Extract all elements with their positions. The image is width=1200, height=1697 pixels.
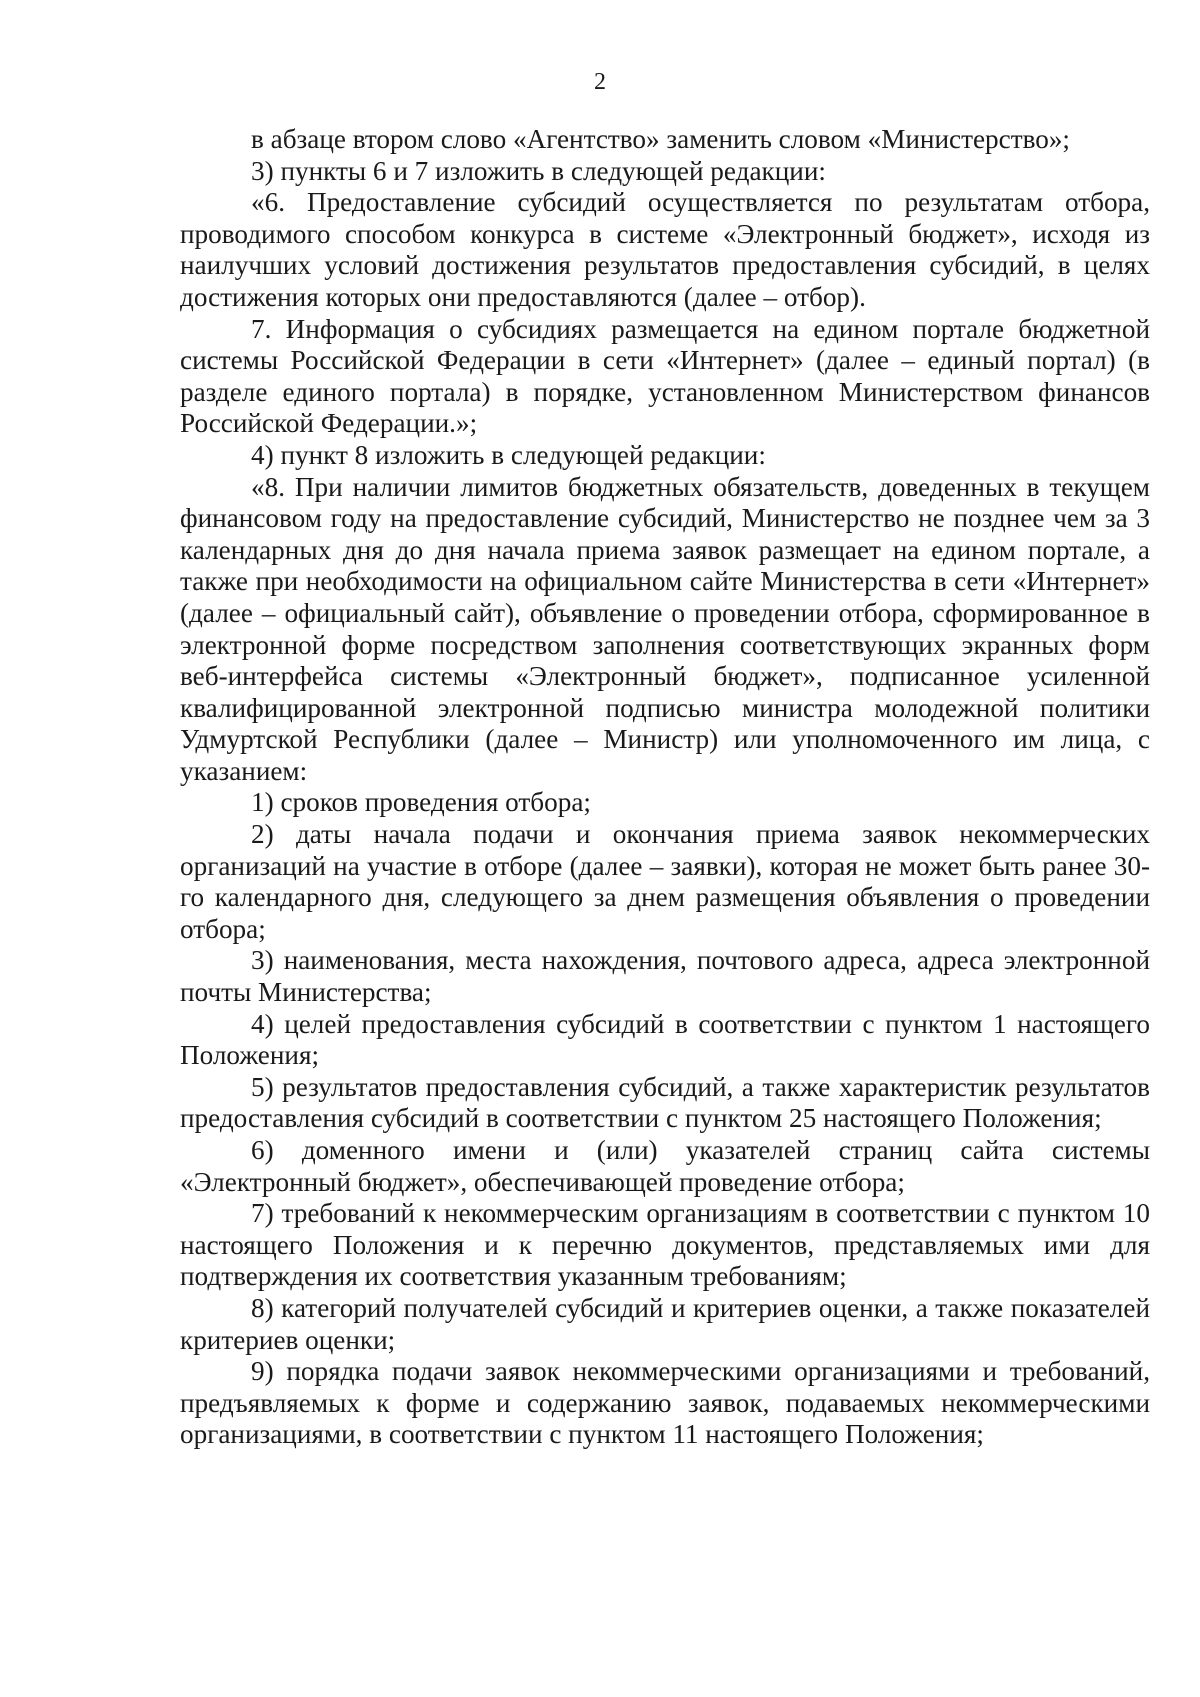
list-item-5: 5) результатов предоставления субсидий, а также характеристик результатов предоставления субсидий в соответствии с пунктом 25 настоящего Положения; [180,1071,1150,1134]
paragraph-clause-8: «8. При наличии лимитов бюджетных обязательств, доведенных в текущем финансовом году на предоставление субсидий, Министерство не позднее чем за 3 календарных дня до дня начала приема заявок размещает на едином портале, а также при необходимости на официальном сайте Министерства в сети «Интернет» (далее – официальный сайт), объявление о проведении отбора, сформированное в электронной форме посредством заполнения соответствующих экранных форм веб-интерфейса системы «Электронный бюджет», подписанное усиленной квалифицированной электронной подписью министра молодежной политики Удмуртской Республики (далее – Министр) или уполномоченного им лица, с указанием: [180,471,1150,786]
list-item-3: 3) наименования, места нахождения, почтового адреса, адреса электронной почты Министерства; [180,945,1150,1008]
list-item-4: 4) целей предоставления субсидий в соответствии с пунктом 1 настоящего Положения; [180,1008,1150,1071]
list-item-9: 9) порядка подачи заявок некоммерческими организациями и требований, предъявляемых к форме и содержанию заявок, подаваемых некоммерческими организациями, в соответствии с пунктом 11 настоящего Положения; [180,1356,1150,1450]
page-number: 2 [594,69,606,95]
list-item-6: 6) доменного имени и (или) указателей страниц сайта системы «Электронный бюджет», обеспечивающей проведение отбора; [180,1135,1150,1197]
paragraph-item-3: 3) пункты 6 и 7 изложить в следующей редакции: [251,155,826,186]
paragraph-clause-6: «6. Предоставление субсидий осуществляется по результатам отбора, проводимого способом конкурса в системе «Электронный бюджет», исходя из наилучших условий достижения результатов предоставления субсидий, в целях достижения которых они предоставляются (далее – отбор). [180,187,1150,312]
paragraph-item-4: 4) пункт 8 изложить в следующей редакции: [251,439,766,470]
paragraph-paragraph-two-amendment: в абзаце втором слово «Агентство» заменить словом «Министерство»; [251,124,1070,154]
list-item-8: 8) категорий получателей субсидий и критериев оценки, а также показателей критериев оценки; [180,1292,1150,1355]
document-body [180,124,1150,1451]
list-item-7: 7) требований к некоммерческим организациям в соответствии с пунктом 10 настоящего Положения и к перечню документов, представляемых ими для подтверждения их соответствия указанным требованиям; [180,1198,1150,1292]
paragraph-clause-7: 7. Информация о субсидиях размещается на едином портале бюджетной системы Российской Федерации в сети «Интернет» (далее – единый портал) (в разделе единого портала) в порядке, установленном Министерством финансов Российской Федерации.»; [180,313,1150,439]
list-item-1: 1) сроков проведения отбора; [251,787,591,818]
list-item-2: 2) даты начала подачи и окончания приема заявок некоммерческих организаций на участие в отборе (далее – заявки), которая не может быть ранее 30-го календарного дня, следующего за днем размещения объявления о проведении отбора; [180,819,1150,944]
